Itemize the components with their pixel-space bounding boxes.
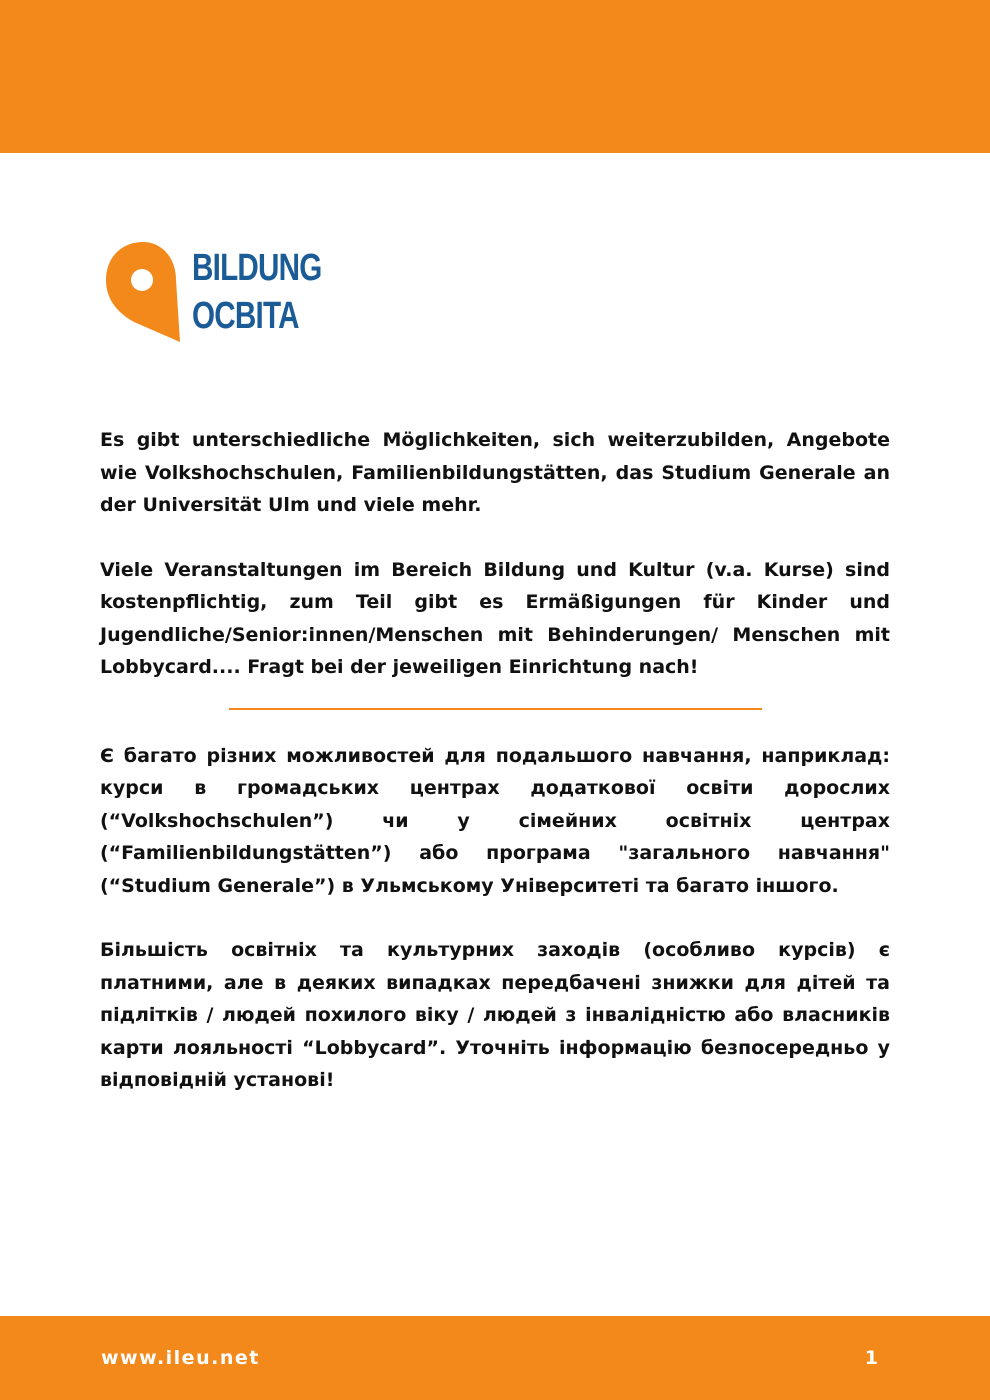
paragraph-uk-2: Більшість освітніх та культурних заходів (особливо курсів) є платними, але в деяких випадках передбачені знижки для дітей та підлітків / людей похилого віку / людей з інвалідністю або власників карти лояльності “Lobbycard”. Уточніть інформацію безпосередньо у відповідній установі! bbox=[100, 939, 890, 1091]
footer-website-link[interactable]: www.ileu.net bbox=[101, 1347, 260, 1369]
page-number: 1 bbox=[864, 1347, 878, 1369]
footer-band bbox=[0, 1316, 990, 1400]
section-divider bbox=[229, 708, 762, 710]
paragraph-uk-1: Є багато різних можливостей для подальшого навчання, наприклад: курси в громадських центрах додаткової освіти дорослих (“Volkshochschulen”) чи у сімейних освітніх центрах (“Familienbildungstätten”) або програма "загального навчання" (“Studium Generale”) в Ульмському Університеті та багато іншого. bbox=[100, 744, 890, 897]
logo-wordmark bbox=[192, 244, 322, 340]
bildung-osvita-logo bbox=[104, 240, 344, 350]
logo-line-2: OCBITA bbox=[192, 295, 299, 337]
logo-line-1: BILDUNG bbox=[192, 247, 322, 289]
location-pin-icon bbox=[104, 240, 184, 344]
main-content bbox=[100, 424, 890, 1097]
paragraph-de-1: Es gibt unterschiedliche Möglichkeiten, sich weiterzubilden, Angebote wie Volkshochschulen, Familienbildungstätten, das Studium Generale an der Universität Ulm und viele mehr. bbox=[100, 429, 890, 516]
paragraph-de-2: Viele Veranstaltungen im Bereich Bildung und Kultur (v.a. Kurse) sind kostenpflichtig, zum Teil gibt es Ermäßigungen für Kinder und Jugendliche/Senior:innen/Menschen mit Behinderungen/ Menschen mit Lobbycard.... Fragt bei der jeweiligen Einrichtung nach! bbox=[100, 558, 890, 678]
header-band bbox=[0, 0, 990, 153]
